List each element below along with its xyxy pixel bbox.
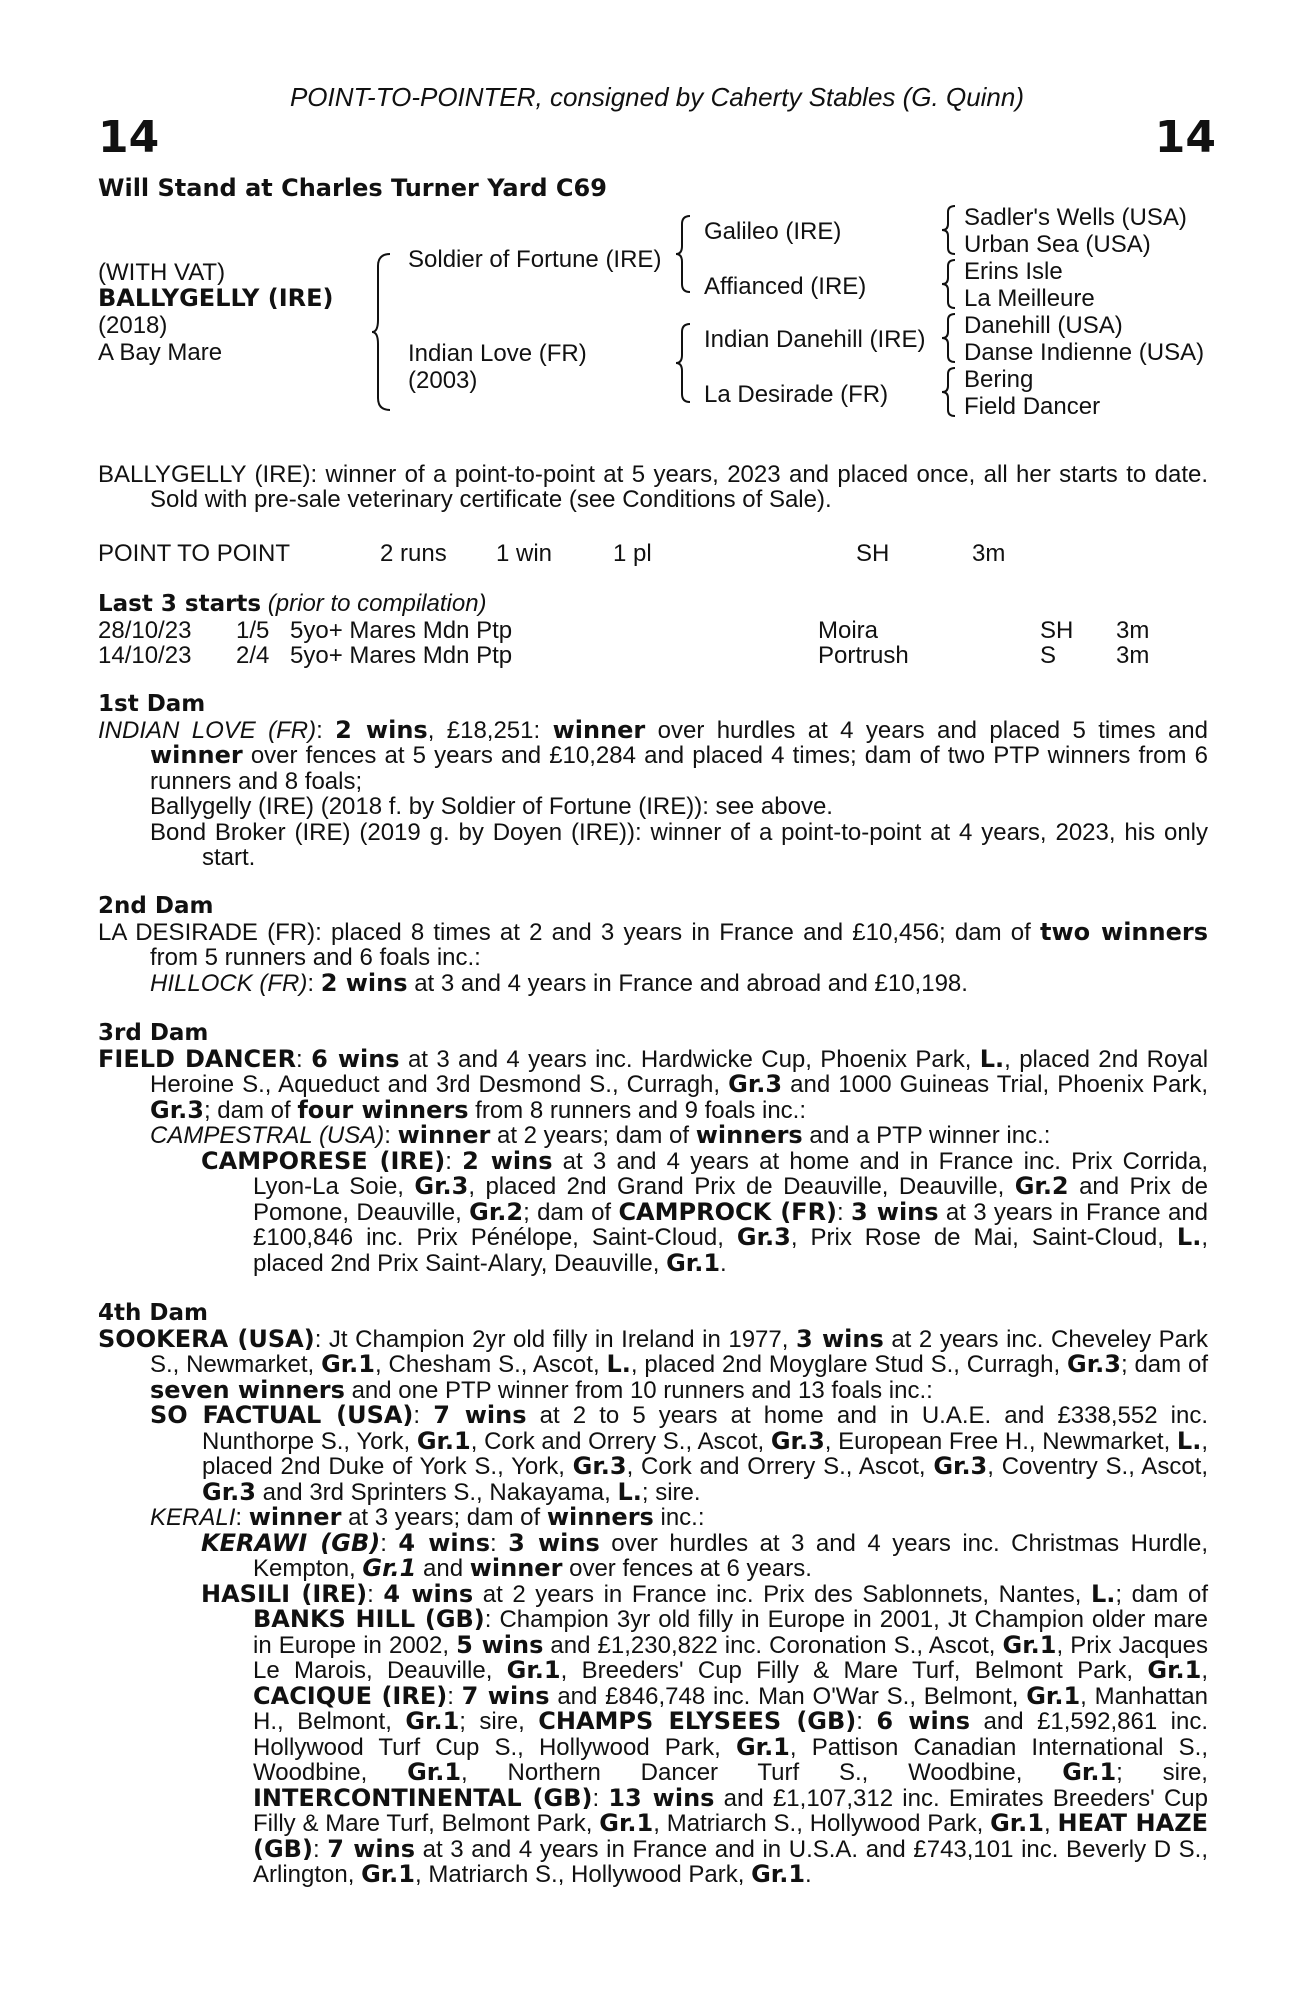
summary-text: BALLYGELLY (IRE): winner of a point-to-point at 5 years, 2023 and placed once, all her starts to date. Sold with pre-sale veterinary certificate (see Conditions of Sale). <box>98 461 1208 513</box>
pedigree-brace-g2 <box>942 258 958 310</box>
ancestor-2: Urban Sea (USA) <box>964 231 1151 258</box>
last-starts-note: (prior to compilation) <box>267 590 487 617</box>
third-dam-section <box>98 1021 1208 1276</box>
sire-dam: Affianced (IRE) <box>704 273 867 300</box>
start-race: 5yo+ Mares Mdn Ptp <box>290 642 513 669</box>
horse-year: (2018) <box>98 312 168 339</box>
record-placed: 1 pl <box>613 540 652 567</box>
dam-sire: Indian Danehill (IRE) <box>704 326 926 353</box>
third-dam-heading: 3rd Dam <box>98 1020 209 1046</box>
dam-dam: La Desirade (FR) <box>704 381 889 408</box>
last-starts-heading <box>98 590 487 618</box>
fourth-dam-section <box>98 1301 1208 1888</box>
horse-description: A Bay Mare <box>98 339 223 366</box>
progeny-entry: KERAWI (GB): 4 wins: 3 wins over hurdles at 3 and 4 years inc. Christmas Hurdle, Kempton, Gr.1 and winner over fences at 6 years. <box>201 1528 1209 1582</box>
second-dam-heading: 2nd Dam <box>98 893 214 919</box>
progeny-entry: HILLOCK (FR): 2 wins at 3 and 4 years in France and abroad and £10,198. <box>150 968 968 997</box>
pedigree-brace-g1 <box>942 204 958 256</box>
sire-sire: Galileo (IRE) <box>704 218 842 245</box>
ancestor-5: Danehill (USA) <box>964 312 1123 339</box>
ancestor-7: Bering <box>964 366 1034 393</box>
start-date: 28/10/23 <box>98 617 192 644</box>
last-starts-title: Last 3 starts <box>98 591 262 617</box>
horse-name: BALLYGELLY (IRE) <box>98 284 334 312</box>
first-dam-text: INDIAN LOVE (FR): 2 wins, £18,251: winner over hurdles at 4 years and placed 5 times and winner over fences at 5 years and £10,284 and placed 4 times; dam of two PTP winners from 6 runners and 8 foals; <box>98 715 1208 795</box>
record-runs: 2 runs <box>380 540 447 567</box>
first-dam-section <box>98 692 1208 871</box>
fourth-dam-heading: 4th Dam <box>98 1300 208 1326</box>
ancestor-1: Sadler's Wells (USA) <box>964 204 1187 231</box>
first-dam-heading: 1st Dam <box>98 691 206 717</box>
start-going: S <box>1040 642 1057 669</box>
start-position: 2/4 <box>236 642 270 669</box>
ancestor-8: Field Dancer <box>964 393 1101 420</box>
fourth-dam-text: SOOKERA (USA): Jt Champion 2yr old filly in Ireland in 1977, 3 wins at 2 years inc. Cheveley Park S., Newmarket, Gr.1, Chesham S., Ascot, L., placed 2nd Moyglare Stud S., Curragh, Gr.3; dam of seven winners and one PTP winner from 10 runners and 13 foals inc.: <box>98 1324 1209 1404</box>
lot-number-left: 14 <box>98 112 160 163</box>
progeny-entry: CAMPESTRAL (USA): winner at 2 years; dam of winners and a PTP winner inc.: <box>150 1121 1051 1149</box>
dam-year: (2003) <box>408 367 478 394</box>
start-course: Portrush <box>818 642 909 669</box>
second-dam-text: LA DESIRADE (FR): placed 8 times at 2 and 3 years in France and £10,456; dam of two winners from 5 runners and 6 foals inc.: <box>98 917 1208 971</box>
progeny-entry: Ballygelly (IRE) (2018 f. by Soldier of Fortune (IRE)): see above. <box>150 793 833 820</box>
progeny-entry: SO FACTUAL (USA): 7 wins at 2 to 5 years at home and in U.A.E. and £338,552 inc. Nunthorpe S., York, Gr.1, Cork and Orrery S., Ascot, Gr.3, European Free H., Newmarket, L., placed 2nd Duke of York S., York, Gr.3, Cork and Orrery S., Ascot, Gr.3, Coventry S., Ascot, Gr.3 and 3rd Sprinters S., Nakayama, L.; sire. <box>150 1401 1209 1506</box>
progeny-entry: HASILI (IRE): 4 wins at 2 years in France inc. Prix des Sablonnets, Nantes, L.; dam of BANKS HILL (GB): Champion 3yr old filly in Europe in 2001, Jt Champion older mare in Europe in 2002, 5 wins and £1,230,822 inc. Coronation S., Ascot, Gr.1, Prix Jacques Le Marois, Deauville, Gr.1, Breeders' Cup Filly & Mare Turf, Belmont Park, Gr.1, CACIQUE (IRE): 7 wins and £846,748 inc. Man O'War S., Belmont, Gr.1, Manhattan H., Belmont, Gr.1; sire, CHAMPS ELYSEES (GB): 6 wins and £1,592,861 inc. Hollywood Turf Cup S., Hollywood Park, Gr.1, Pattison Canadian International S., Woodbine, Gr.1, Northern Dancer Turf S., Woodbine, Gr.1; sire, INTERCONTINENTAL (GB): 13 wins and £1,107,312 inc. Emirates Breeders' Cup Filly & Mare Turf, Belmont Park, Gr.1, Matriarch S., Hollywood Park, Gr.1, HEAT HAZE (GB): 7 wins at 3 and 4 years in France and in U.S.A. and £743,101 inc. Beverly D S., Arlington, Gr.1, Matriarch S., Hollywood Park, Gr.1. <box>201 1579 1209 1888</box>
ancestor-6: Danse Indienne (USA) <box>964 339 1205 366</box>
ancestor-4: La Meilleure <box>964 285 1095 312</box>
start-course: Moira <box>818 617 879 644</box>
start-distance: 3m <box>1116 617 1150 644</box>
ancestor-3: Erins Isle <box>964 258 1063 285</box>
horse-summary <box>98 462 1208 512</box>
record-going: SH <box>856 540 890 567</box>
second-dam-section <box>98 894 1208 996</box>
pedigree-brace-g4 <box>942 366 958 418</box>
record-wins: 1 win <box>496 540 553 567</box>
stand-location: Will Stand at Charles Turner Yard C69 <box>98 174 607 202</box>
start-going: SH <box>1040 617 1074 644</box>
record-distance: 3m <box>972 540 1006 567</box>
vat-note: (WITH VAT) <box>98 259 226 286</box>
pedigree-brace-main <box>372 252 394 412</box>
pedigree-brace-sire <box>676 214 694 294</box>
third-dam-text: FIELD DANCER: 6 wins at 3 and 4 years inc. Hardwicke Cup, Phoenix Park, L., placed 2nd Royal Heroine S., Aqueduct and 3rd Desmond S., Curragh, Gr.3 and 1000 Guineas Trial, Phoenix Park, Gr.3; dam of four winners from 8 runners and 9 foals inc.: <box>98 1044 1209 1124</box>
progeny-entry: CAMPORESE (IRE): 2 wins at 3 and 4 years at home and in France inc. Prix Corrida, Lyon-La Soie, Gr.3, placed 2nd Grand Prix de Deauville, Deauville, Gr.2 and Prix de Pomone, Deauville, Gr.2; dam of CAMPROCK (FR): 3 wins at 3 years in France and £100,846 inc. Prix Pénélope, Saint-Cloud, Gr.3, Prix Rose de Mai, Saint-Cloud, L., placed 2nd Prix Saint-Alary, Deauville, Gr.1. <box>201 1146 1209 1277</box>
start-date: 14/10/23 <box>98 642 192 669</box>
pedigree-brace-g3 <box>942 312 958 364</box>
start-race: 5yo+ Mares Mdn Ptp <box>290 617 513 644</box>
dam-name: Indian Love (FR) <box>408 340 587 367</box>
start-position: 1/5 <box>236 617 270 644</box>
consignment-line: POINT-TO-POINTER, consigned by Caherty Stables (G. Quinn) <box>289 82 1025 112</box>
sire-name: Soldier of Fortune (IRE) <box>408 246 662 273</box>
record-label: POINT TO POINT <box>98 540 291 567</box>
progeny-entry: Bond Broker (IRE) (2019 g. by Doyen (IRE)): winner of a point-to-point at 4 years, 2023, his only start. <box>150 818 1208 871</box>
progeny-entry: KERALI: winner at 3 years; dam of winners inc.: <box>150 1503 705 1531</box>
pedigree-brace-dam <box>676 322 694 404</box>
start-distance: 3m <box>1116 642 1150 669</box>
lot-number-right: 14 <box>1154 112 1216 163</box>
